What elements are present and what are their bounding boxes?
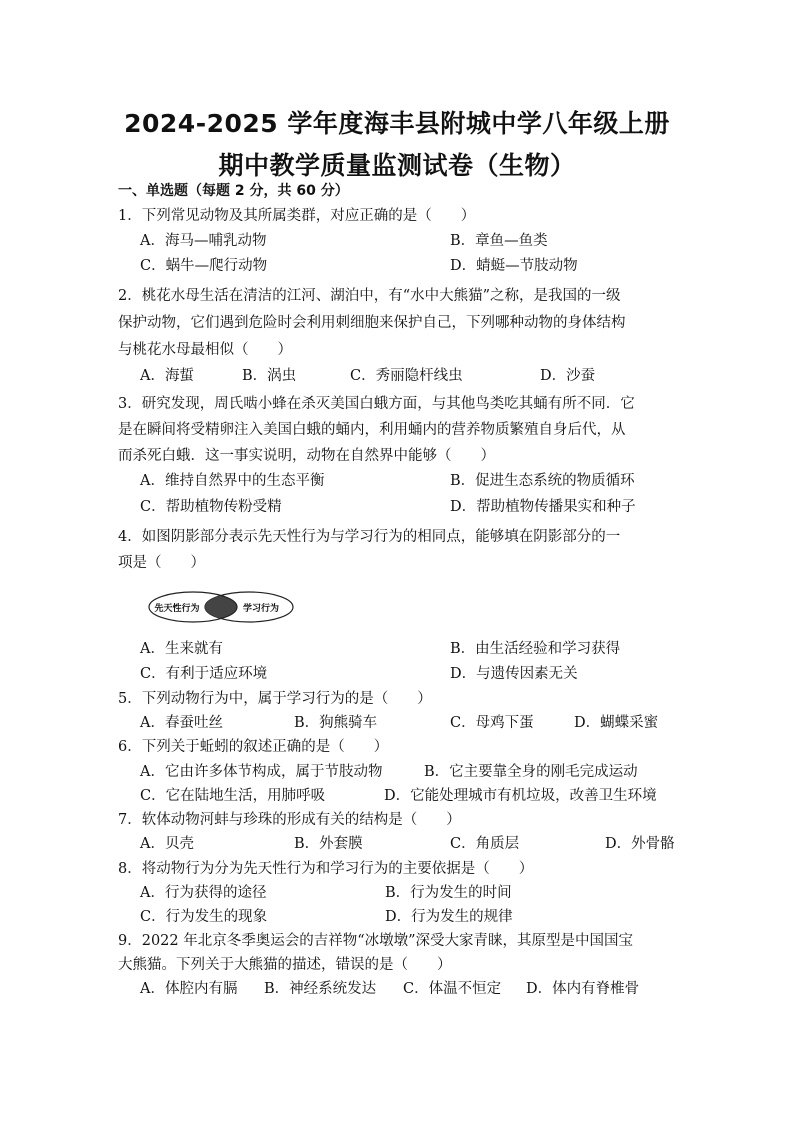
question-3-option-c: C．帮助植物传粉受精	[140, 499, 282, 515]
question-2-option-a: A．海蜇	[140, 368, 194, 384]
question-8-option-a: A．行为获得的途径	[140, 885, 267, 901]
exam-title-line1: 2024-2025 学年度海丰县附城中学八年级上册	[124, 109, 670, 138]
question-3-stem-line1: 3．研究发现，周氏啮小蜂在杀灭美国白蛾方面，与其他鸟类吃其蛹有所不同．它	[118, 396, 635, 412]
question-7-option-b: B．外套膜	[294, 836, 363, 852]
question-1-option-a: A．海马—哺乳动物	[140, 233, 267, 249]
question-6-option-b: B．它主要靠全身的刚毛完成运动	[424, 764, 638, 780]
question-6-stem: 6．下列关于蚯蚓的叙述正确的是（ ）	[118, 739, 389, 755]
question-9-stem-line2: 大熊猫。下列关于大熊猫的描述，错误的是（ ）	[118, 957, 452, 973]
question-3-stem-line2: 是在瞬间将受精卵注入美国白蛾的蛹内，利用蛹内的营养物质繁殖自身后代，从	[118, 422, 626, 438]
question-9-option-a: A．体腔内有膈	[140, 981, 238, 997]
question-5-stem: 5．下列动物行为中，属于学习行为的是（ ）	[118, 691, 432, 707]
question-5-option-b: B．狗熊骑车	[294, 715, 378, 731]
question-3-option-b: B．促进生态系统的物质循环	[450, 473, 635, 489]
question-6-option-c: C．它在陆地生活，用肺呼吸	[140, 788, 326, 804]
question-4-option-c: C．有利于适应环境	[140, 666, 268, 682]
question-9-stem-line1: 9．2022 年北京冬季奥运会的吉祥物“冰墩墩”深受大家青睐，其原型是中国国宝	[118, 933, 634, 949]
question-4-option-d: D．与遗传因素无关	[450, 666, 578, 682]
venn-right-label: 学习行为	[242, 604, 280, 614]
question-3-option-d: D．帮助植物传播果实和种子	[450, 499, 636, 515]
question-5-option-a: A．春蚕吐丝	[140, 715, 223, 731]
question-9-option-c: C．体温不恒定	[403, 981, 502, 997]
question-6-option-d: D．它能处理城市有机垃圾，改善卫生环境	[384, 788, 657, 804]
question-2-option-c: C．秀丽隐杆线虫	[350, 368, 463, 384]
question-2-stem-line2: 保护动物，它们遇到危险时会利用刺细胞来保护自己，下列哪种动物的身体结构	[118, 315, 626, 331]
question-2-stem-line3: 与桃花水母最相似（ ）	[118, 342, 292, 358]
question-5-option-d: D．蝴蝶采蜜	[574, 715, 659, 731]
question-1-option-b: B．章鱼—鱼类	[450, 233, 548, 249]
question-7-option-d: D．外骨骼	[605, 836, 675, 852]
question-8-option-d: D．行为发生的规律	[385, 909, 513, 925]
question-2-option-d: D．沙蚕	[540, 368, 596, 384]
question-4-option-b: B．由生活经验和学习获得	[450, 641, 621, 657]
question-1-stem: 1．下列常见动物及其所属类群，对应正确的是（ ）	[118, 208, 476, 224]
question-4-stem-line1: 4．如图阴影部分表示先天性行为与学习行为的相同点，能够填在阴影部分的一	[118, 529, 621, 545]
question-4-stem-line2: 项是（ ）	[118, 555, 205, 571]
question-9-option-b: B．神经系统发达	[264, 981, 377, 997]
section-heading: 一、单选题（每题 2 分，共 60 分）	[118, 183, 349, 199]
question-7-option-c: C．角质层	[450, 836, 520, 852]
question-3-stem-line3: 而杀死白蛾．这一事实说明，动物在自然界中能够（ ）	[118, 448, 495, 464]
question-6-option-a: A．它由许多体节构成，属于节肢动物	[140, 764, 383, 780]
question-4-option-a: A．生来就有	[140, 641, 223, 657]
question-1-option-d: D．蜻蜓—节肢动物	[450, 258, 578, 274]
question-7-stem: 7．软体动物河蚌与珍珠的形成有关的结构是（ ）	[118, 812, 461, 828]
venn-diagram	[146, 590, 296, 624]
question-8-option-b: B．行为发生的时间	[385, 885, 512, 901]
exam-title-line2: 期中教学质量监测试卷（生物）	[218, 151, 576, 180]
question-7-option-a: A．贝壳	[140, 836, 194, 852]
question-5-option-c: C．母鸡下蛋	[450, 715, 534, 731]
question-2-option-b: B．涡虫	[242, 368, 297, 384]
question-3-option-a: A．维持自然界中的生态平衡	[140, 473, 325, 489]
question-8-option-c: C．行为发生的现象	[140, 909, 268, 925]
question-2-stem-line1: 2．桃花水母生活在清洁的江河、湖泊中，有“水中大熊猫”之称，是我国的一级	[118, 288, 621, 304]
question-8-stem: 8．将动物行为分为先天性行为和学习行为的主要依据是（ ）	[118, 861, 534, 877]
venn-left-label: 先天性行为	[154, 604, 200, 614]
question-1-option-c: C．蜗牛—爬行动物	[140, 258, 268, 274]
question-9-option-d: D．体内有脊椎骨	[526, 981, 640, 997]
